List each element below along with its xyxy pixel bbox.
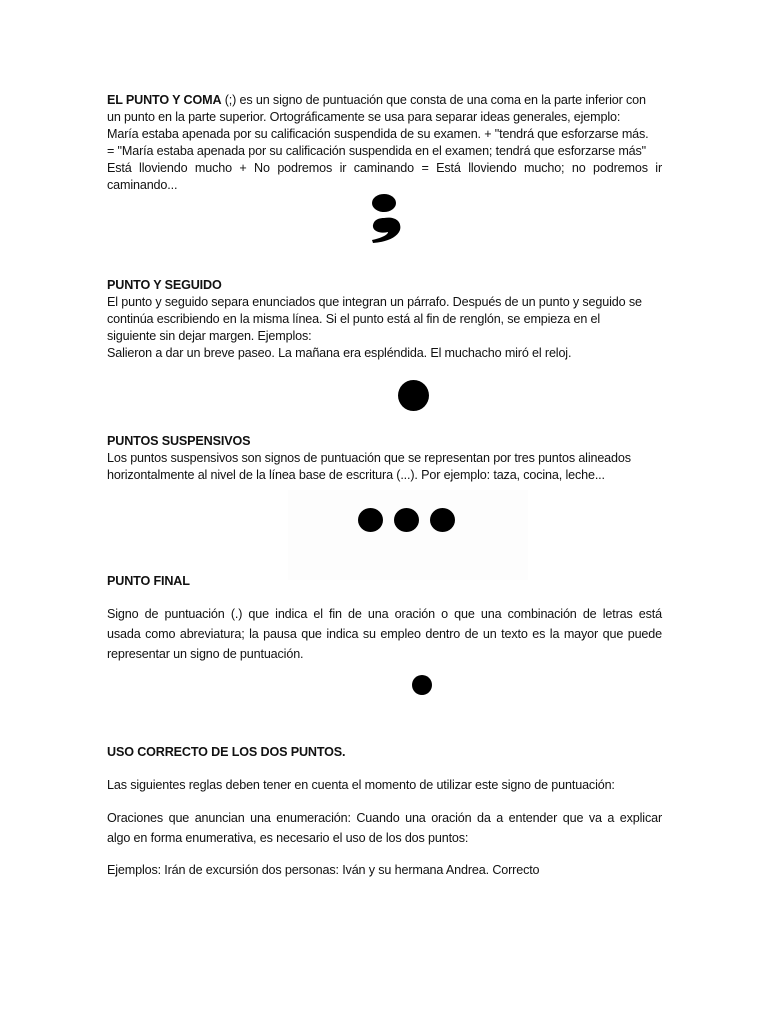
section-punto-y-coma [107, 92, 662, 194]
paragraph-line: horizontalmente al nivel de la línea base de escritura (...). Por ejemplo: taza, cocina, leche... [107, 468, 605, 482]
paragraph-line: Las siguientes reglas deben tener en cuenta el momento de utilizar este signo de puntuación: [107, 778, 615, 792]
section-heading: PUNTO FINAL [107, 574, 190, 588]
section-punto-final-body [107, 604, 662, 664]
dos-puntos-rule [107, 808, 662, 848]
dos-puntos-example [107, 862, 662, 879]
section-punto-y-seguido [107, 277, 662, 362]
paragraph-line: Oraciones que anuncian una enumeración: Cuando una oración da a entender que va a explicar [107, 811, 662, 825]
paragraph-line: usada como abreviatura; la pausa que indica su empleo dentro de un texto es la mayor que puede [107, 627, 662, 641]
paragraph-line: representar un signo de puntuación. [107, 647, 304, 661]
paragraph-line: continúa escribiendo en la misma línea. Si el punto está al fin de renglón, se empieza en el [107, 312, 601, 326]
ellipsis-dot-icon [358, 508, 383, 532]
semicolon-glyph-icon [364, 192, 406, 246]
paragraph-line: Salieron a dar un breve paseo. La mañana era espléndida. El muchacho miró el reloj. [107, 346, 572, 360]
ellipsis-dot-icon [394, 508, 419, 532]
paragraph-line: = "María estaba apenada por su calificación suspendida en el examen; tendrá que esforzarse más" [107, 144, 647, 158]
section-punto-final [107, 573, 662, 590]
section-dos-puntos [107, 744, 662, 761]
paragraph-line: María estaba apenada por su calificación suspendida de su examen. + "tendrá que esforzarse más. [107, 127, 649, 141]
body-text: (;) es un signo de puntuación que consta de una coma en la parte inferior con [221, 93, 646, 107]
section-heading: USO CORRECTO DE LOS DOS PUNTOS. [107, 745, 346, 759]
section-heading: EL PUNTO Y COMA [107, 93, 222, 107]
paragraph-line: El punto y seguido separa enunciados que integran un párrafo. Después de un punto y seguido se [107, 295, 642, 309]
section-heading: PUNTO Y SEGUIDO [107, 278, 222, 292]
dos-puntos-intro [107, 777, 662, 794]
period-glyph-icon [398, 380, 429, 411]
paragraph-line: siguiente sin dejar margen. Ejemplos: [107, 329, 312, 343]
paragraph-line: caminando... [107, 178, 178, 192]
paragraph-line: algo en forma enumerativa, es necesario el uso de los dos puntos: [107, 831, 469, 845]
paragraph-line: Signo de puntuación (.) que indica el fin de una oración o que una combinación de letras está [107, 607, 662, 621]
section-heading: PUNTOS SUSPENSIVOS [107, 434, 251, 448]
section-puntos-suspensivos [107, 433, 662, 484]
paragraph-line [107, 92, 662, 109]
paragraph-line: un punto en la parte superior. Ortográficamente se usa para separar ideas generales, ejemplo: [107, 110, 621, 124]
paragraph-line: Está lloviendo mucho + No podremos ir caminando = Está lloviendo mucho; no podremos ir [107, 161, 662, 175]
period-glyph-icon [412, 675, 432, 695]
paragraph-line: Ejemplos: Irán de excursión dos personas: Iván y su hermana Andrea. Correcto [107, 863, 540, 877]
paragraph-line: Los puntos suspensivos son signos de puntuación que se representan por tres puntos alineados [107, 451, 631, 465]
ellipsis-background [288, 490, 528, 580]
ellipsis-dot-icon [430, 508, 455, 532]
